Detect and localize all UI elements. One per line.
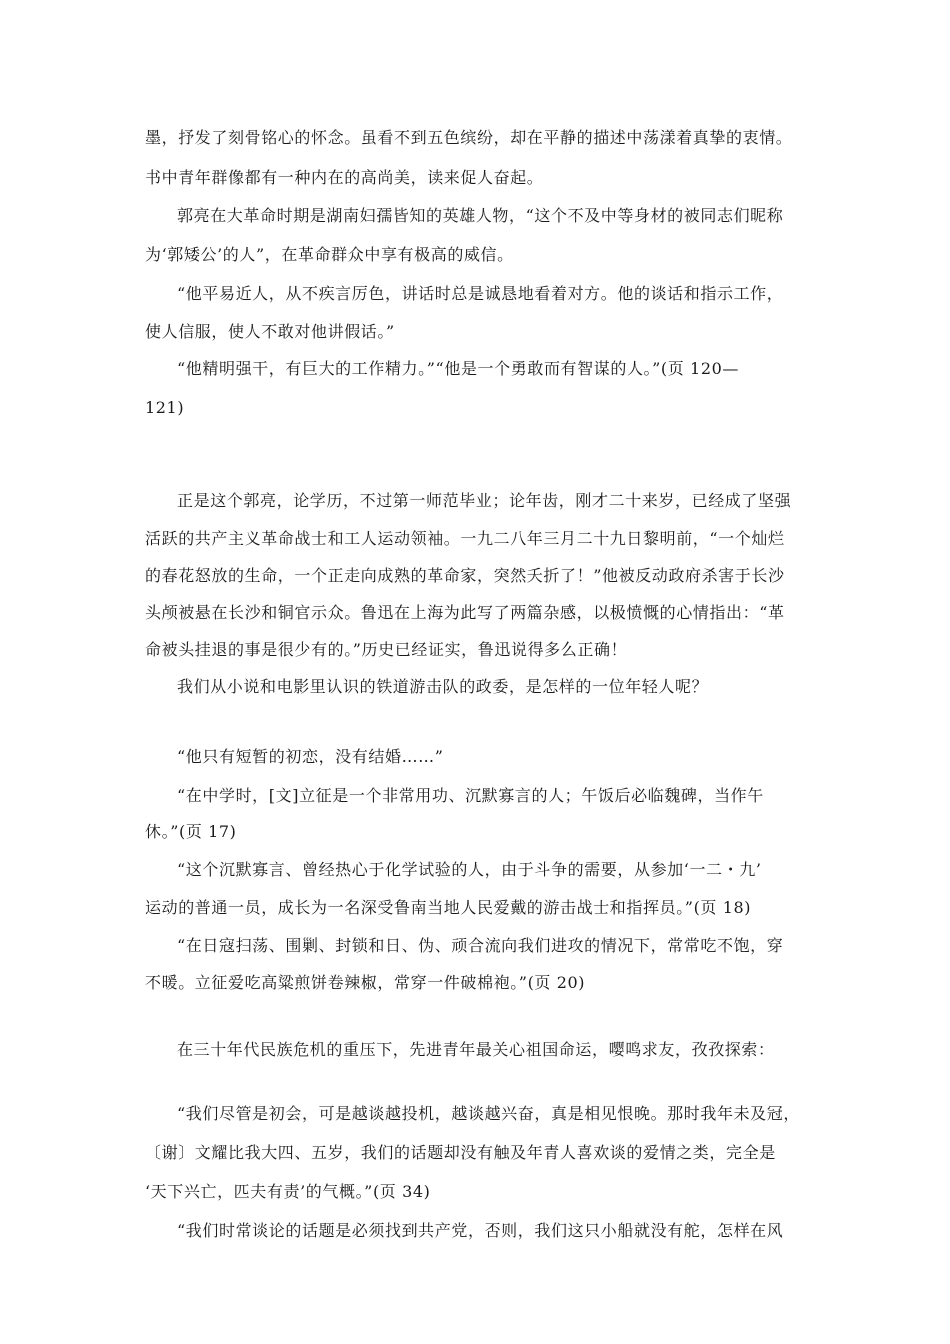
text-line: “在中学时，[文]立征是一个非常用功、沉默寡言的人；午饭后必临魏碑，当作午 — [177, 786, 764, 805]
text-line: “他精明强干，有巨大的工作精力。”“他是一个勇敢而有智谋的人。”(页 120— — [177, 359, 739, 378]
text-line: 书中青年群像都有一种内在的高尚美，读来促人奋起。 — [145, 168, 544, 187]
text-line: 使人信服，使人不敢对他讲假话。” — [145, 322, 395, 341]
text-line: “他只有短暂的初恋，没有结婚……” — [177, 747, 444, 766]
text-line: 运动的普通一员，成长为一名深受鲁南当地人民爱戴的游击战士和指挥员。”(页 18) — [145, 898, 752, 917]
text-line: 休。”(页 17) — [145, 822, 237, 841]
text-line: 不暖。立征爱吃高粱煎饼卷辣椒，常穿一件破棉袍。”(页 20) — [145, 973, 586, 992]
text-line: “这个沉默寡言、曾经热心于化学试验的人，由于斗争的需要，从参加‘一二・九’ — [177, 860, 762, 879]
text-line: 我们从小说和电影里认识的铁道游击队的政委，是怎样的一位年轻人呢？ — [177, 677, 709, 696]
text-line: 在三十年代民族危机的重压下，先进青年最关心祖国命运，嘤鸣求友，孜孜探索： — [177, 1040, 775, 1059]
text-line: “我们时常谈论的话题是必须找到共产党，否则，我们这只小船就没有舵，怎样在风 — [177, 1221, 784, 1240]
text-line: 活跃的共产主义革命战士和工人运动领袖。一九二八年三月二十九日黎明前，“一个灿烂 — [145, 529, 785, 548]
text-line: “他平易近人，从不疾言厉色，讲话时总是诚恳地看着对方。他的谈话和指示工作， — [177, 284, 784, 303]
text-line: “我们尽管是初会，可是越谈越投机，越谈越兴奋，真是相见恨晚。那时我年未及冠， — [177, 1104, 800, 1123]
text-line: 墨，抒发了刻骨铭心的怀念。虽看不到五色缤纷，却在平静的描述中荡漾着真挚的衷情。 — [145, 128, 793, 147]
text-line: 为‘郭矮公’的人”，在革命群众中享有极高的威信。 — [145, 245, 514, 264]
text-line: 121) — [145, 398, 185, 417]
text-line: 郭亮在大革命时期是湖南妇孺皆知的英雄人物，“这个不及中等身材的被同志们昵称 — [177, 206, 784, 225]
text-line: “在日寇扫荡、围剿、封锁和日、伪、顽合流向我们进攻的情况下，常常吃不饱，穿 — [177, 936, 784, 955]
text-line: ‘天下兴亡，匹夫有责’的气概。”(页 34) — [145, 1182, 431, 1201]
text-line: 的春花怒放的生命，一个正走向成熟的革命家，突然夭折了！”他被反动政府杀害于长沙 — [145, 566, 785, 585]
text-line: 头颅被悬在长沙和铜官示众。鲁迅在上海为此写了两篇杂感，以极愤慨的心情指出：“革 — [145, 603, 785, 622]
text-line: 正是这个郭亮，论学历，不过第一师范毕业；论年齿，刚才二十来岁，已经成了坚强 — [177, 491, 792, 510]
text-line: 命被头挂退的事是很少有的。”历史已经证实，鲁迅说得多么正确！ — [145, 640, 628, 659]
text-line: 〔谢〕文耀比我大四、五岁，我们的话题却没有触及年青人喜欢谈的爱情之类，完全是 — [145, 1143, 776, 1162]
